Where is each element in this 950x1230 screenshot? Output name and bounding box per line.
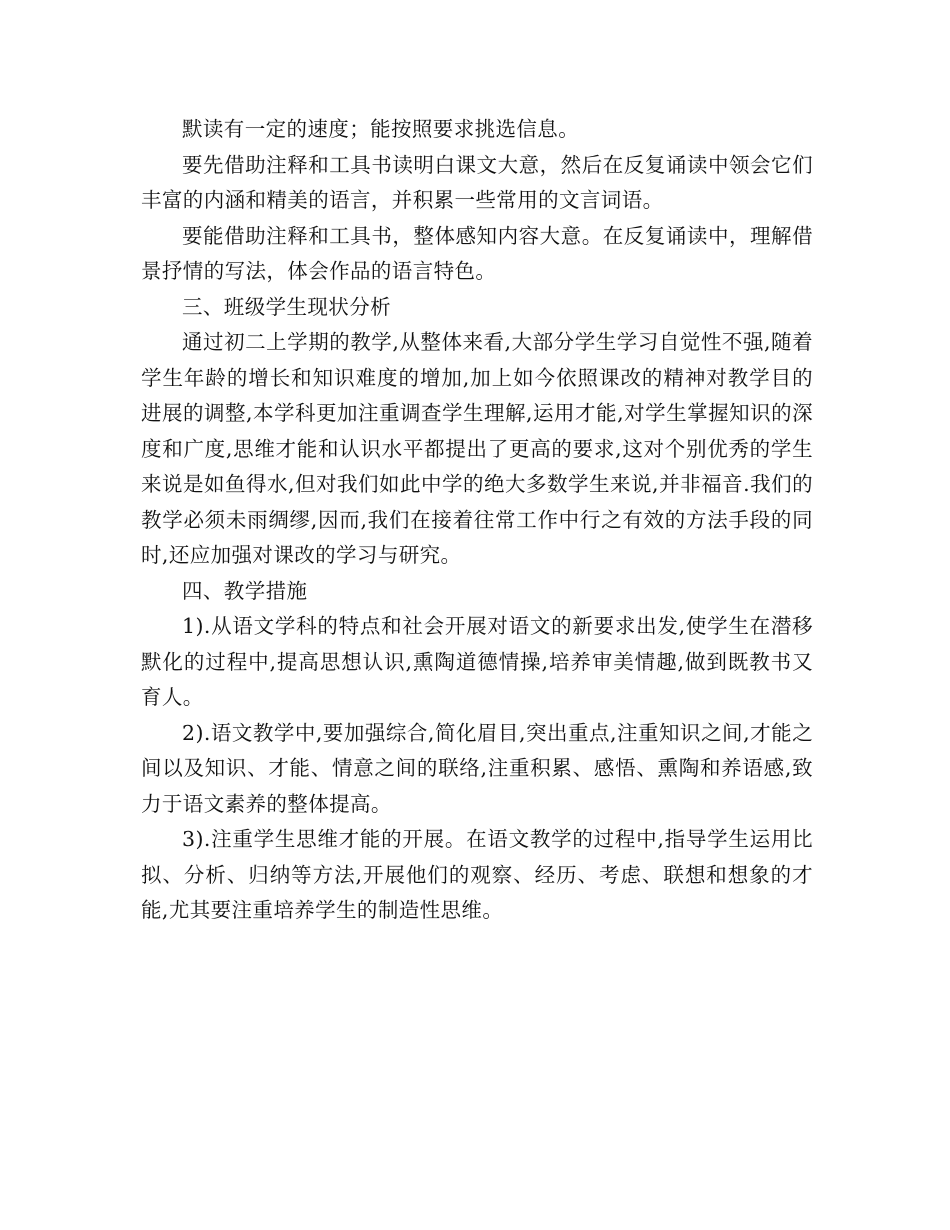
paragraph-measure-1: 1).从语文学科的特点和社会开展对语文的新要求出发,使学生在潜移默化的过程中,提高思想认识,熏陶道德情操,培养审美情趣,做到既教书又育人。: [141, 614, 813, 709]
section-heading-student-analysis: 三、班级学生现状分析: [182, 294, 391, 319]
document-body: [141, 112, 813, 929]
paragraph-reading-speed: 默读有一定的速度；能按照要求挑选信息。: [182, 117, 580, 141]
paragraph-poetry-appreciation: 要能借助注释和工具书，整体感知内容大意。在反复诵读中，理解借景抒情的写法，体会作品的语言特色。: [141, 223, 813, 283]
paragraph-classical-texts: 要先借助注释和工具书读明白课文大意，然后在反复诵读中领会它们丰富的内涵和精美的语言，并积累一些常用的文言词语。: [141, 152, 813, 212]
paragraph-measure-3: 3).注重学生思维才能的开展。在语文教学的过程中,指导学生运用比拟、分析、归纳等方法,开展他们的观察、经历、考虑、联想和想象的才能,尤其要注重培养学生的制造性思维。: [141, 827, 813, 922]
section-heading-teaching-measures: 四、教学措施: [182, 578, 308, 603]
paragraph-student-analysis: 通过初二上学期的教学,从整体来看,大部分学生学习自觉性不强,随着学生年龄的增长和知识难度的增加,加上如今依照课改的精神对教学目的进展的调整,本学科更加注重调查学生理解,运用才能,对学生掌握知识的深度和广度,思维才能和认识水平都提出了更高的要求,这对个别优秀的学生来说是如鱼得水,但对我们如此中学的绝大多数学生来说,并非福音.我们的教学必须未雨绸缪,因而,我们在接着往常工作中行之有效的方法手段的同时,还应加强对课改的学习与研究。: [141, 330, 813, 567]
paragraph-measure-2: 2).语文教学中,要加强综合,简化眉目,突出重点,注重知识之间,才能之间以及知识、才能、情意之间的联络,注重积累、感悟、熏陶和养语感,致力于语文素养的整体提高。: [141, 720, 813, 816]
